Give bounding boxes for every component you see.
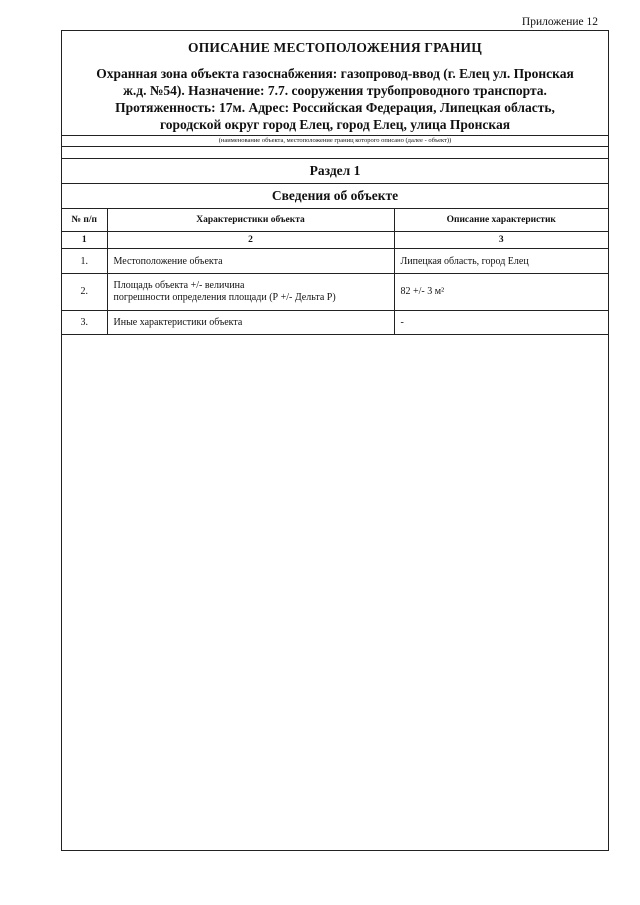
row-description: Липецкая область, город Елец bbox=[394, 249, 608, 274]
object-note: (наименование объекта, местоположение границ которого описано (далее - объект)) bbox=[62, 135, 608, 146]
document-title: ОПИСАНИЕ МЕСТОПОЛОЖЕНИЯ ГРАНИЦ bbox=[188, 40, 482, 55]
row-description: 82 +/- 3 м² bbox=[394, 274, 608, 311]
table-header-row bbox=[62, 209, 608, 232]
object-description-line: городской округ город Елец, город Елец, улица Пронская bbox=[159, 117, 511, 132]
row-num: 3. bbox=[62, 311, 107, 335]
column-number-row bbox=[62, 232, 608, 249]
object-description-line: Протяженность: 17м. Адрес: Российская Федерация, Липецкая область, bbox=[115, 100, 555, 115]
table-row bbox=[62, 311, 608, 335]
object-description-line: ж.д. №54). Назначение: 7.7. сооружения трубопроводного транспорта. bbox=[123, 83, 547, 98]
row-characteristic: Иные характеристики объекта bbox=[107, 311, 394, 335]
row-characteristic bbox=[107, 274, 394, 311]
section-title: Раздел 1 bbox=[62, 158, 608, 183]
document-frame bbox=[61, 30, 609, 851]
header-description: Описание характеристик bbox=[394, 209, 608, 232]
object-description bbox=[62, 63, 608, 135]
object-description-line: Охранная зона объекта газоснабжения: газопровод-ввод (г. Елец ул. Пронская bbox=[96, 66, 574, 81]
row-num: 2. bbox=[62, 274, 107, 311]
table-row bbox=[62, 274, 608, 311]
table-row bbox=[62, 249, 608, 274]
divider bbox=[62, 146, 608, 158]
row-num: 1. bbox=[62, 249, 107, 274]
row-characteristic-line: Площадь объекта +/- величина bbox=[113, 280, 245, 291]
header-num: № п/п bbox=[62, 209, 107, 232]
row-characteristic: Местоположение объекта bbox=[107, 249, 394, 274]
column-number: 1 bbox=[62, 232, 107, 249]
column-number: 2 bbox=[107, 232, 394, 249]
column-number: 3 bbox=[394, 232, 608, 249]
header-characteristic: Характеристики объекта bbox=[107, 209, 394, 232]
row-description: - bbox=[394, 311, 608, 335]
characteristics-table bbox=[62, 208, 608, 335]
appendix-label: Приложение 12 bbox=[521, 16, 598, 28]
section-subtitle: Сведения об объекте bbox=[62, 183, 608, 208]
row-characteristic-line: погрешности определения площади (Р +/- Дельта Р) bbox=[113, 292, 336, 303]
